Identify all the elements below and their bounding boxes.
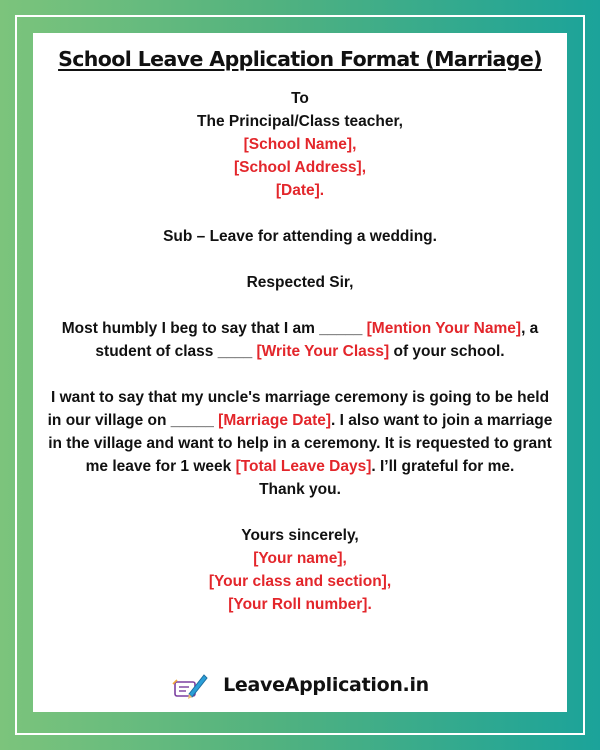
para2-text-e: . I’ll grateful for me. <box>371 458 515 475</box>
to-label: To <box>291 90 309 107</box>
school-name-placeholder: [School Name], <box>243 136 357 153</box>
roll-number-placeholder: [Your Roll number]. <box>228 596 372 613</box>
brand-name: LeaveApplication.in <box>223 674 429 696</box>
page-title: School Leave Application Format (Marriage) <box>58 47 542 71</box>
footer-brand <box>33 670 567 700</box>
date-placeholder: [Date]. <box>275 182 325 199</box>
paragraph-2 <box>33 386 567 478</box>
paragraph-1 <box>33 317 567 363</box>
class-placeholder: [Write Your Class] <box>256 343 390 360</box>
para1-text-c: , a student of class ____ <box>95 320 539 360</box>
para2-text-a: I want to say that my uncle's marriage ceremony is going to be held in our village on _____ <box>47 389 550 429</box>
thanks-line: Thank you. <box>259 481 341 498</box>
name-placeholder: [Mention Your Name] <box>366 320 522 337</box>
para1-text-e: of your school. <box>389 343 505 360</box>
marriage-date-placeholder: [Marriage Date] <box>218 412 332 429</box>
pen-paper-icon <box>171 670 209 700</box>
salutation: Respected Sir, <box>246 274 354 291</box>
subject-line: Sub – Leave for attending a wedding. <box>163 228 437 245</box>
total-leave-days-placeholder: [Total Leave Days] <box>235 458 372 475</box>
para2-text-c: . I also want to join a marriage in the village and want to help in a ceremony. It is requested to grant me leave for 1 week <box>48 412 553 475</box>
recipient: The Principal/Class teacher, <box>197 113 403 130</box>
letter-card <box>33 33 567 712</box>
school-address-placeholder: [School Address], <box>233 159 367 176</box>
your-name-placeholder: [Your name], <box>253 550 347 567</box>
para1-text-a: Most humbly I beg to say that I am _____ <box>61 320 367 337</box>
your-class-placeholder: [Your class and section], <box>208 573 392 590</box>
closing-line: Yours sincerely, <box>241 527 359 544</box>
letter-body <box>33 87 567 616</box>
